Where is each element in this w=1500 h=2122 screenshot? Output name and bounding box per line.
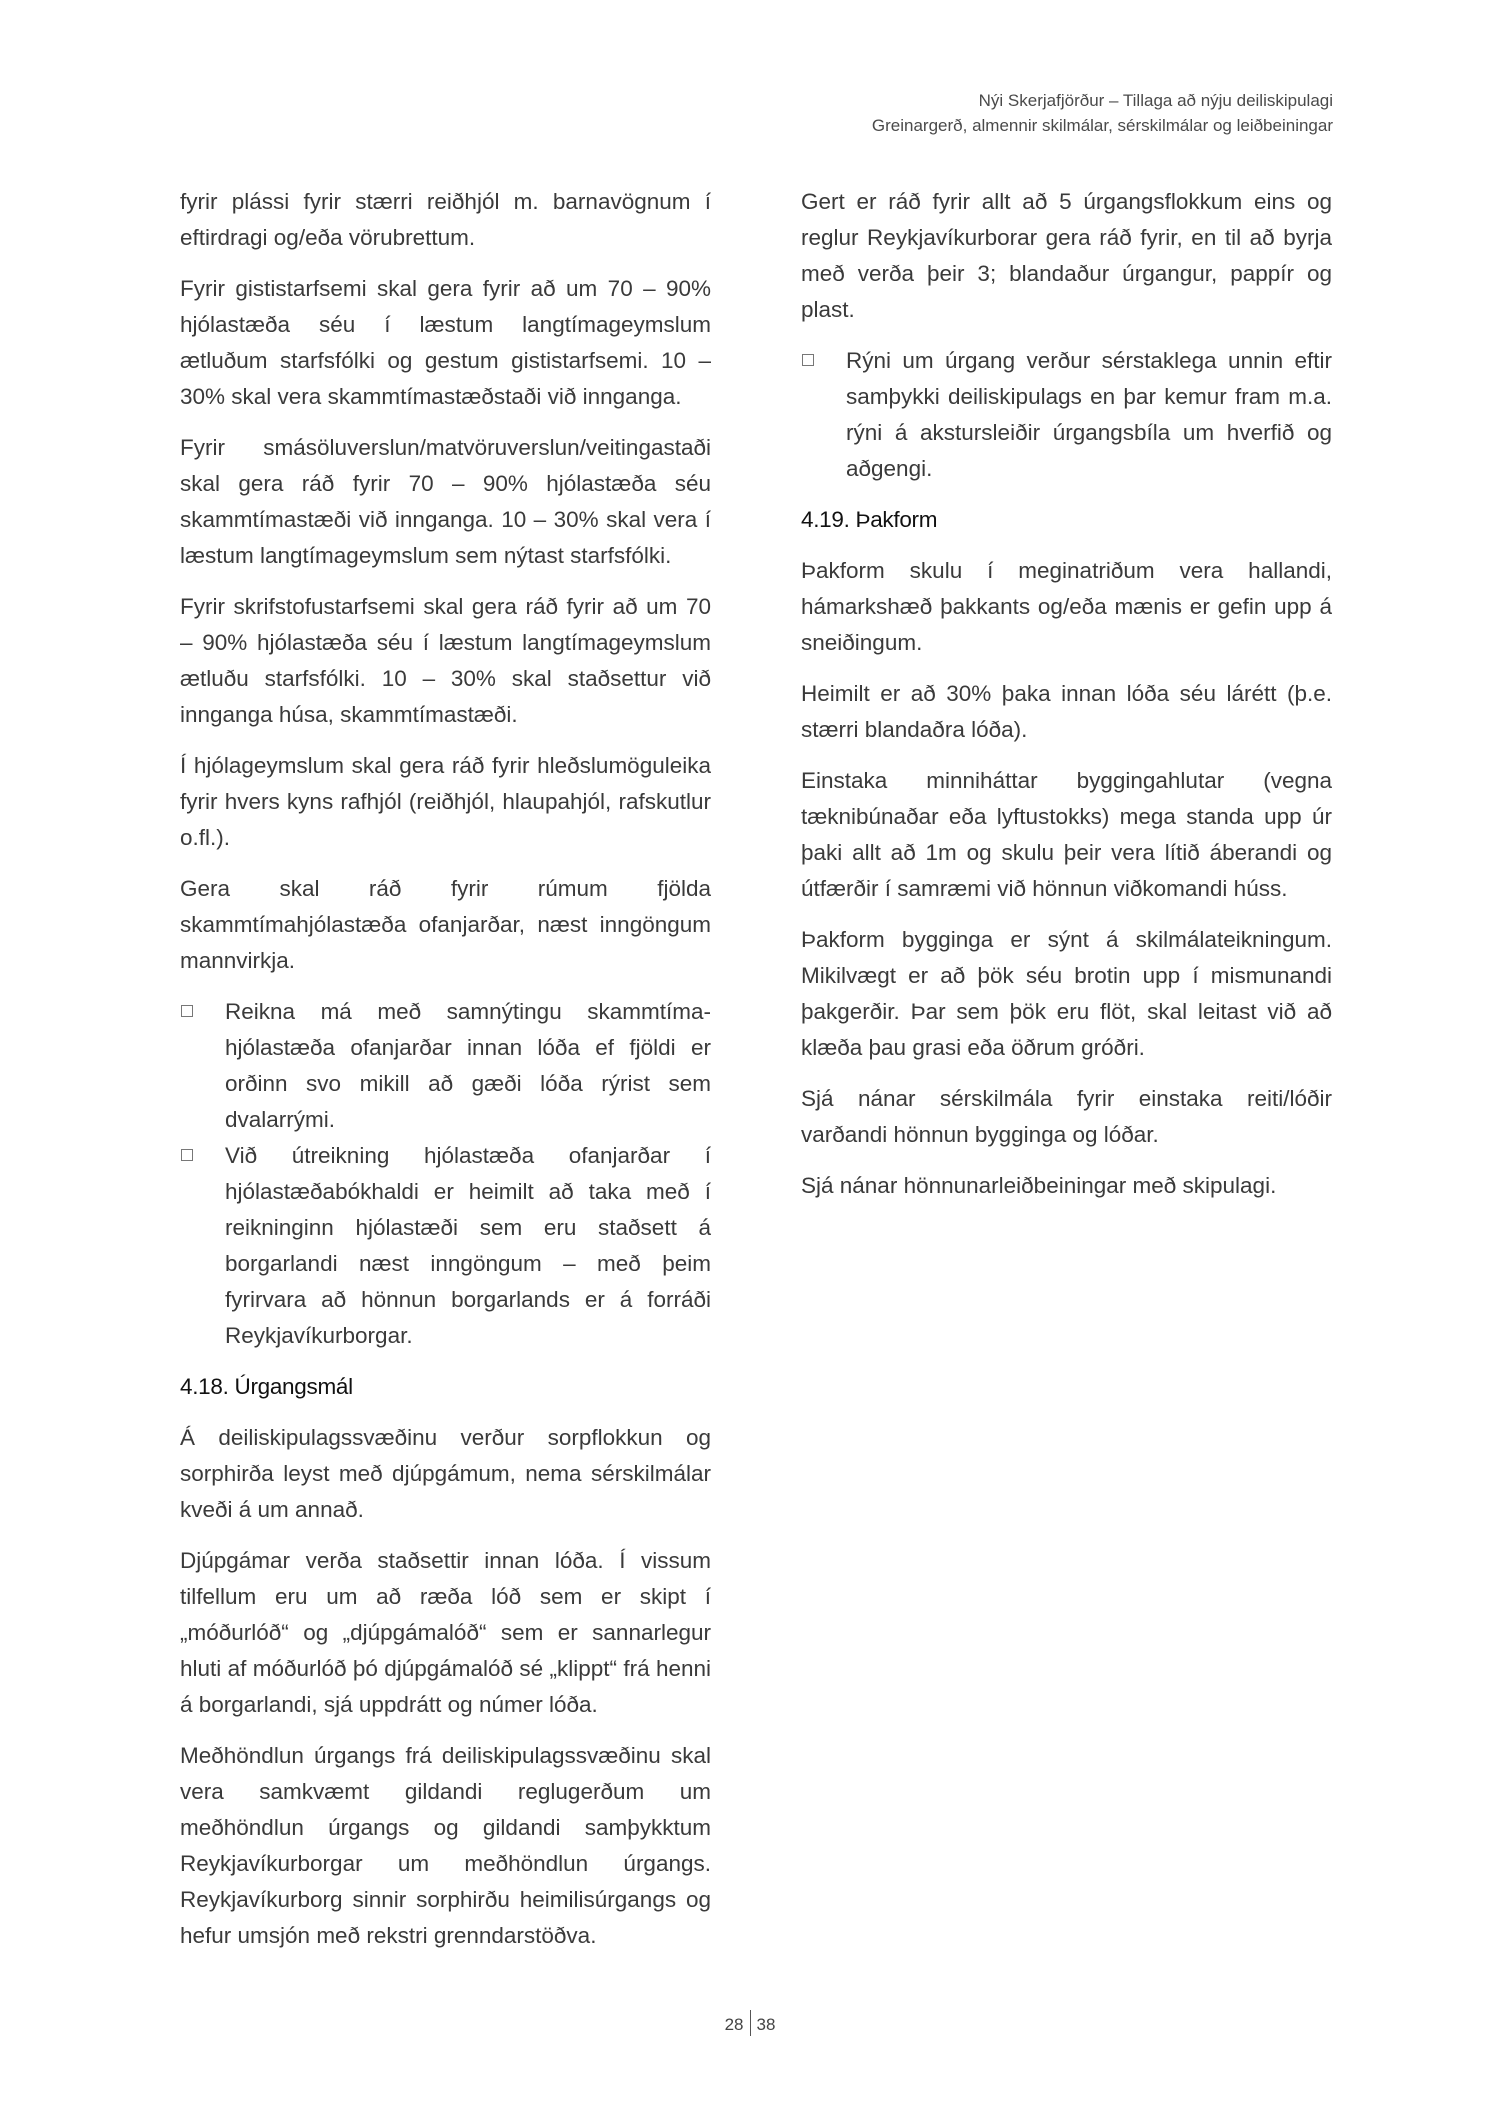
paragraph: Fyrir skrifstofustarfsemi skal gera ráð fyrir að um 70 – 90% hjólastæða séu í læstum langtímageymslum ætluðu starfsfólki. 10 – 30% skal staðsettur við innganga húsa, skammtímastæði. xyxy=(180,594,711,727)
paragraph: Fyrir smásöluverslun/matvöruverslun/veitingastaði skal gera ráð fyrir 70 – 90% hjólastæða séu skammtímastæði við innganga. 10 – 30% skal vera í læstum langtímageymslum sem nýtast starfsfólki. xyxy=(180,435,711,568)
paragraph: Heimilt er að 30% þaka innan lóða séu lárétt (þ.e. stærri blandaðra lóða). xyxy=(801,681,1332,742)
right-column xyxy=(801,184,1332,1219)
bullet-item xyxy=(180,994,711,1138)
paragraph: Meðhöndlun úrgangs frá deiliskipulagssvæðinu skal vera samkvæmt gildandi reglugerðum um meðhöndlun úrgangs og gildandi samþykktum Reykjavíkurborgar um meðhöndlun úrgangs. Reykjavíkurborg sinnir sorphirðu heimilisúrgangs og hefur umsjón með rekstri grenndarstöðva. xyxy=(180,1743,711,1948)
paragraph: Sjá nánar hönnunarleiðbeiningar með skipulagi. xyxy=(801,1173,1277,1198)
bullet-item xyxy=(180,1138,711,1354)
paragraph: Gert er ráð fyrir allt að 5 úrgangsflokkum eins og reglur Reykjavíkurborar gera ráð fyrir, en til að byrja með verða þeir 3; blandaður úrgangur, pappír og plast. xyxy=(801,189,1332,322)
paragraph: Þakform bygginga er sýnt á skilmálateikningum. Mikilvægt er að þök séu brotin upp í mismunandi þakgerðir. Þar sem þök eru flöt, skal leitast við að klæða þau grasi eða öðrum gróðri. xyxy=(801,927,1332,1060)
page-footer xyxy=(0,2010,1500,2036)
paragraph: Í hjólageymslum skal gera ráð fyrir hleðslumöguleika fyrir hvers kyns rafhjól (reiðhjól, hlaupahjól, rafskutlur o.fl.). xyxy=(180,753,711,850)
bullet-text: Reikna má með samnýtingu skammtíma-hjólastæða ofanjarðar innan lóða ef fjöldi er orðinn svo mikill að gæði lóða rýrist sem dvalarrými. xyxy=(225,999,711,1132)
checkbox-bullet-icon xyxy=(181,1005,193,1017)
page-number: 28 xyxy=(724,2015,744,2034)
paragraph: Sjá nánar sérskilmála fyrir einstaka reiti/lóðir varðandi hönnun bygginga og lóðar. xyxy=(801,1086,1332,1147)
header-title: Nýi Skerjafjörður – Tillaga að nýju deiliskipulagi xyxy=(978,91,1333,110)
page-total: 38 xyxy=(756,2015,776,2034)
paragraph: Á deiliskipulagssvæðinu verður sorpflokkun og sorphirða leyst með djúpgámum, nema sérskilmálar kveði á um annað. xyxy=(180,1425,711,1522)
left-column xyxy=(180,184,711,1969)
paragraph: Gera skal ráð fyrir rúmum fjölda skammtímahjólastæða ofanjarðar, næst inngöngum mannvirkja. xyxy=(180,876,711,973)
page-header xyxy=(872,88,1333,138)
bullet-item xyxy=(801,343,1332,487)
checkbox-bullet-icon xyxy=(181,1149,193,1161)
section-heading: 4.18. Úrgangsmál xyxy=(180,1374,353,1399)
paragraph: Einstaka minniháttar byggingahlutar (vegna tæknibúnaðar eða lyftustokks) mega standa upp úr þaki allt að 1m og skulu þeir vera lítið áberandi og útfærðir í samræmi við hönnun viðkomandi húss. xyxy=(801,768,1332,901)
paragraph: fyrir plássi fyrir stærri reiðhjól m. barnavögnum í eftirdragi og/eða vörubrettum. xyxy=(180,189,711,250)
bullet-text: Við útreikning hjólastæða ofanjarðar í hjólastæðabókhaldi er heimilt að taka með í reikninginn hjólastæði sem eru staðsett á borgarlandi næst inngöngum – með þeim fyrirvara að hönnun borgarlands er á forráði Reykjavíkurborgar. xyxy=(225,1143,711,1348)
bullet-text: Rýni um úrgang verður sérstaklega unnin eftir samþykki deiliskipulags en þar kemur fram m.a. rýni á akstursleiðir úrgangsbíla um hverfið og aðgengi. xyxy=(846,348,1332,481)
section-heading: 4.19. Þakform xyxy=(801,507,938,532)
page-separator xyxy=(750,2010,751,2036)
paragraph: Fyrir gististarfsemi skal gera fyrir að um 70 – 90% hjólastæða séu í læstum langtímageymslum ætluðum starfsfólki og gestum gististarfsemi. 10 – 30% skal vera skammtímastæðstaði við innganga. xyxy=(180,276,711,409)
paragraph: Þakform skulu í meginatriðum vera hallandi, hámarkshæð þakkants og/eða mænis er gefin upp á sneiðingum. xyxy=(801,558,1332,655)
checkbox-bullet-icon xyxy=(802,354,814,366)
paragraph: Djúpgámar verða staðsettir innan lóða. Í vissum tilfellum eru um að ræða lóð sem er skipt í „móðurlóð“ og „djúpgámalóð“ sem er sannarlegur hluti af móðurlóð þó djúpgámalóð sé „klippt“ frá henni á borgarlandi, sjá uppdrátt og númer lóða. xyxy=(180,1548,711,1717)
header-subtitle: Greinargerð, almennir skilmálar, sérskilmálar og leiðbeiningar xyxy=(871,116,1333,135)
